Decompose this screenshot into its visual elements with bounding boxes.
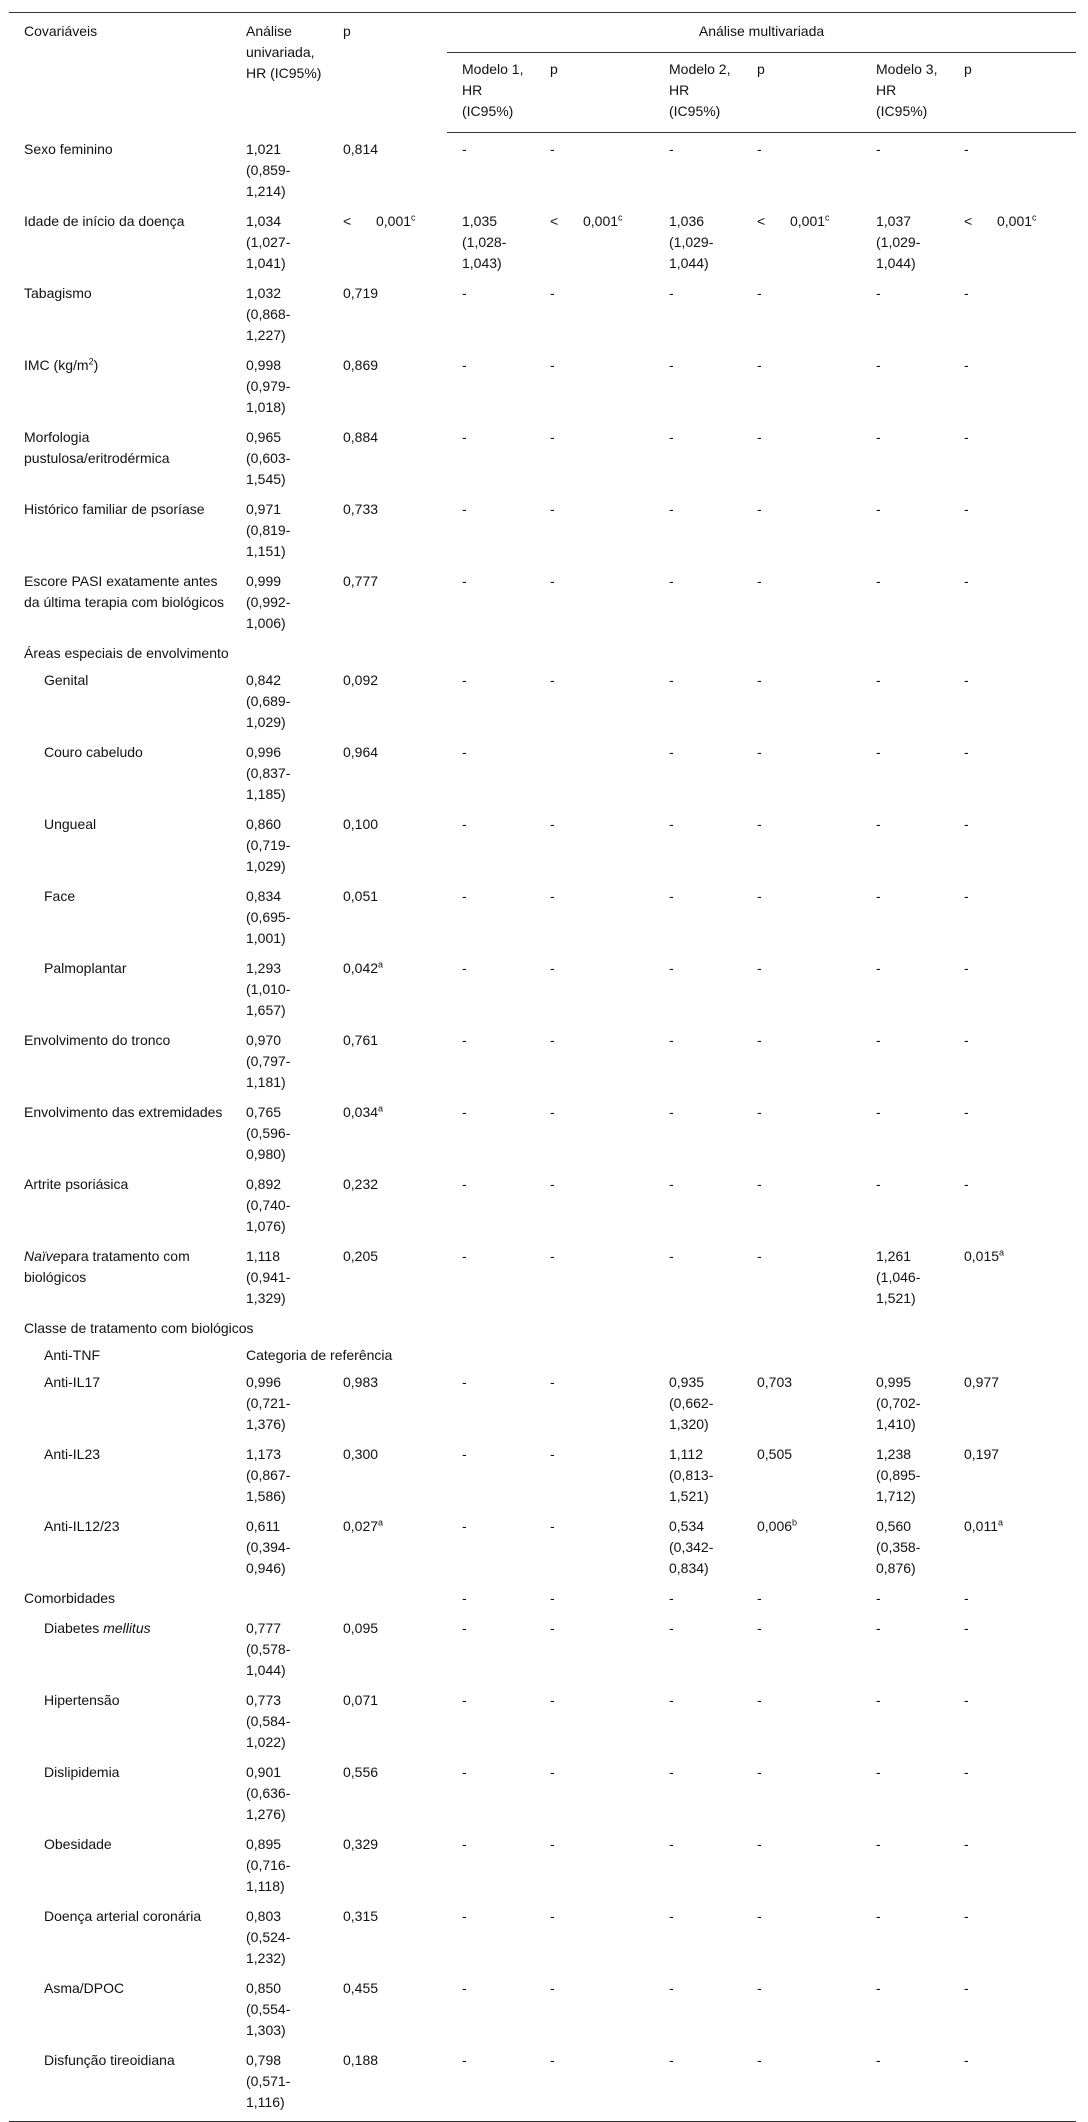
model1-p: - [550, 1589, 555, 1606]
univariate-p: 0,455 [343, 1979, 379, 1996]
model1-p: - [550, 887, 555, 904]
model3-hr: - [876, 1835, 881, 1852]
model1-p: - [550, 1619, 555, 1636]
model2-hr: - [669, 1691, 674, 1708]
model2-hr: 0,534 (0,342-0,834) [669, 1517, 714, 1576]
model1-p: - [550, 356, 555, 373]
model3-p: - [964, 959, 969, 976]
model1-p: - [550, 284, 555, 301]
table-row [9, 1366, 1076, 1438]
model1-hr: - [462, 743, 467, 760]
covariate-label: Palmoplantar [44, 959, 127, 976]
header-covariaveis: Covariáveis [9, 13, 231, 133]
model2-p: - [742, 2044, 861, 2122]
model2-p: - [757, 1103, 762, 1120]
model3-p: - [964, 1619, 969, 1636]
univariate-hr: 0,611 (0,394-0,946) [246, 1517, 291, 1576]
covariate-label: Áreas especiais de envolvimento [24, 644, 229, 661]
univariate-hr: 0,892 (0,740-1,076) [246, 1175, 291, 1234]
table-row [9, 1168, 1076, 1240]
model2-hr: - [669, 284, 674, 301]
model1-p: - [550, 959, 555, 976]
univariate-hr: 1,021 (0,859-1,214) [246, 140, 291, 199]
univariate-p: 0,315 [343, 1907, 379, 1924]
model3-hr: - [876, 1979, 881, 1996]
univariate-hr: 1,118 (0,941-1,329) [246, 1247, 291, 1306]
univariate-p: 0,100 [343, 815, 379, 832]
model3-p: - [964, 743, 969, 760]
model2-p: < 0,001$^c$ [757, 211, 830, 229]
model2-hr: - [669, 887, 674, 904]
table-row [9, 952, 1076, 1024]
table-row [9, 880, 1076, 952]
model2-hr: - [669, 500, 674, 517]
table-row [9, 1900, 1076, 1972]
table-row [9, 1972, 1076, 2044]
header-modelo1: Modelo 1, HR (IC95%) [447, 53, 535, 133]
model2-p: 0,505 [757, 1445, 793, 1462]
model2-p: - [757, 356, 762, 373]
univariate-p: 0,777 [343, 572, 379, 589]
model3-p: - [964, 141, 969, 157]
univariate-hr: 0,765 (0,596-0,980) [246, 1103, 291, 1162]
model3-hr: - [876, 743, 881, 760]
model3-hr [861, 1339, 949, 1366]
model1-p: - [550, 1373, 555, 1390]
model1-p: - [550, 1763, 555, 1780]
model1-hr: - [462, 1907, 467, 1924]
covariate-label: Idade de início da doença [24, 212, 185, 229]
model1-p: - [550, 1103, 555, 1120]
model2-hr: - [669, 572, 674, 589]
table-row [9, 1024, 1076, 1096]
model1-p: - [550, 1835, 555, 1852]
model1-p: - [550, 141, 555, 157]
table-row [9, 664, 1076, 736]
header-modelo2: Modelo 2, HR (IC95%) [654, 53, 742, 133]
model1-hr: 1,035 (1,028-1,043) [462, 212, 507, 271]
model3-hr: - [876, 671, 881, 688]
model3-hr: 0,560 (0,358-0,876) [876, 1517, 921, 1576]
model2-p: - [757, 1589, 762, 1606]
model1-p: - [550, 1691, 555, 1708]
model2-p: - [757, 1031, 762, 1048]
model3-p: - [964, 1691, 969, 1708]
model3-p: - [964, 1103, 969, 1120]
model1-p: - [550, 1247, 555, 1264]
model2-p: - [757, 572, 762, 589]
covariate-label: Hipertensão [44, 1691, 120, 1708]
model1-hr: - [462, 959, 467, 976]
univariate-p: 0,092 [343, 671, 379, 688]
univariate-p: 0,733 [343, 500, 379, 517]
model2-p: - [757, 1691, 762, 1708]
model2-hr: - [669, 141, 674, 157]
model2-hr: - [669, 356, 674, 373]
model3-p: - [964, 1835, 969, 1852]
table-row [9, 637, 1076, 664]
model3-hr: - [876, 1691, 881, 1708]
model1-hr: - [462, 1763, 467, 1780]
univariate-hr: 1,034 (1,027-1,041) [246, 212, 291, 271]
table-row [9, 205, 1076, 277]
univariate-p: 0,071 [343, 1691, 379, 1708]
model2-hr: - [669, 1979, 674, 1996]
covariate-label: Genital [44, 671, 89, 688]
model1-hr: - [462, 356, 467, 373]
univariate-hr: 1,173 (0,867-1,586) [246, 1445, 291, 1504]
model2-hr: - [669, 1619, 674, 1636]
univariate-hr: 0,996 (0,721-1,376) [246, 1373, 291, 1432]
model2-p [742, 1339, 861, 1366]
model1-hr: - [462, 1445, 467, 1462]
covariate-label: Anti-IL12/23 [44, 1517, 120, 1534]
univariate-hr: 0,860 (0,719-1,029) [246, 815, 291, 874]
table-row [9, 493, 1076, 565]
univariate-hr: 1,293 (1,010-1,657) [246, 959, 291, 1018]
table-row [9, 1438, 1076, 1510]
covariate-label: Escore PASI exatamente antes da última terapia com biológicos [24, 572, 224, 610]
model1-hr: - [462, 815, 467, 832]
model1-hr: - [462, 1175, 467, 1192]
univariate-p: 0,188 [328, 2044, 447, 2122]
model2-p: - [757, 887, 762, 904]
covariate-label: Histórico familiar de psoríase [24, 500, 205, 517]
model1-p: - [550, 1907, 555, 1924]
model1-p: - [535, 2044, 654, 2122]
model3-p: - [964, 428, 969, 445]
model2-hr: - [669, 1763, 674, 1780]
covariate-label: Classe de tratamento com biológicos [24, 1319, 254, 1336]
model1-p: - [550, 500, 555, 517]
univariate-p: 0,884 [343, 428, 379, 445]
table-row [9, 1756, 1076, 1828]
model3-hr: - [876, 1619, 881, 1636]
header-univariada: Análise univariada, HR (IC95%) [231, 13, 328, 133]
model1-hr [447, 1339, 535, 1366]
model1-hr: - [462, 1103, 467, 1120]
model2-p: - [757, 1835, 762, 1852]
univariate-hr: Categoria de referência [246, 1346, 393, 1363]
model1-hr: - [462, 1691, 467, 1708]
covariate-label: Asma/DPOC [44, 1979, 125, 1996]
model2-p: - [757, 743, 762, 760]
covariate-label: Sexo feminino [24, 140, 113, 157]
table-row [9, 277, 1076, 349]
model3-hr: - [876, 141, 881, 157]
univariate-hr: 0,998 (0,979-1,018) [246, 356, 291, 415]
univariate-p: 0,042$^a$ [343, 958, 384, 976]
model3-hr: - [876, 356, 881, 373]
univariate-p: 0,095 [343, 1619, 379, 1636]
covariate-label: Artrite psoriásica [24, 1175, 129, 1192]
model3-p: - [964, 1763, 969, 1780]
model3-hr: 1,037 (1,029-1,044) [876, 212, 921, 271]
univariate-p: 0,027$^a$ [343, 1516, 384, 1534]
covariate-label: Obesidade [44, 1835, 112, 1852]
univariate-p: 0,329 [343, 1835, 379, 1852]
covariate-label: Envolvimento do tronco [24, 1031, 171, 1048]
univariate-p: 0,205 [343, 1247, 379, 1264]
covariate-label: Naïvepara tratamento com biológicos [24, 1247, 190, 1285]
model2-hr: - [669, 671, 674, 688]
model1-p [535, 736, 654, 808]
model3-hr: - [876, 284, 881, 301]
model2-p: - [757, 1619, 762, 1636]
table-row [9, 1612, 1076, 1684]
model1-hr: - [462, 671, 467, 688]
covariate-label: Envolvimento das extremidades [24, 1103, 223, 1120]
table-row [9, 1828, 1076, 1900]
model2-p: - [757, 671, 762, 688]
model2-p: - [757, 1175, 762, 1192]
model3-hr: 1,261 (1,046-1,521) [876, 1247, 921, 1306]
results-table [9, 12, 1076, 2122]
model3-hr: - [861, 2044, 949, 2122]
model1-hr: - [462, 1619, 467, 1636]
model3-hr: - [876, 1103, 881, 1120]
model2-hr: 0,935 (0,662-1,320) [669, 1373, 714, 1432]
model3-p: - [964, 500, 969, 517]
model3-p: - [964, 1175, 969, 1192]
table-row [9, 1684, 1076, 1756]
header-multivariada: Análise multivariada [447, 13, 1076, 53]
model2-p: - [757, 1979, 762, 1996]
model3-p: < 0,001$^c$ [964, 211, 1037, 229]
model1-hr: - [462, 1247, 467, 1264]
model1-p: - [550, 815, 555, 832]
model3-hr: - [876, 1175, 881, 1192]
model2-p: - [757, 1763, 762, 1780]
model1-hr: - [462, 1979, 467, 1996]
univariate-hr: 0,971 (0,819-1,151) [246, 500, 291, 559]
model1-hr: - [462, 284, 467, 301]
univariate-p: 0,232 [343, 1175, 379, 1192]
model2-hr: - [669, 1103, 674, 1120]
model1-p: < 0,001$^c$ [550, 211, 623, 229]
model1-hr: - [447, 2044, 535, 2122]
model1-p: - [550, 671, 555, 688]
covariate-label: Tabagismo [24, 284, 92, 301]
covariate-label: Dislipidemia [44, 1763, 120, 1780]
table-row [9, 808, 1076, 880]
model2-hr: 1,112 (0,813-1,521) [669, 1445, 714, 1504]
model3-hr: 1,238 (0,895-1,712) [876, 1445, 921, 1504]
univariate-p: 0,034$^a$ [343, 1102, 384, 1120]
model3-p: 0,197 [964, 1445, 1000, 1462]
covariate-label: Comorbidades [24, 1589, 116, 1606]
model2-p: - [757, 284, 762, 301]
model1-p: - [550, 1031, 555, 1048]
covariate-label: Anti-TNF [44, 1346, 100, 1363]
univariate-hr: 0,803 (0,524-1,232) [246, 1907, 291, 1966]
model3-hr: - [876, 887, 881, 904]
covariate-label: Disfunção tireoidiana [9, 2044, 231, 2122]
model2-hr: - [669, 1589, 674, 1606]
univariate-hr: 0,777 (0,578-1,044) [246, 1619, 291, 1678]
univariate-hr: 0,850 (0,554-1,303) [246, 1979, 291, 2038]
table-row [9, 1339, 1076, 1366]
univariate-p [328, 1582, 447, 1612]
model3-p: 0,011$^a$ [964, 1516, 1004, 1534]
model2-p: - [757, 815, 762, 832]
model1-hr: - [462, 1517, 467, 1534]
model2-p: 0,006$^b$ [757, 1516, 798, 1534]
model3-p: 0,015$^a$ [964, 1246, 1005, 1264]
model3-p: - [964, 1979, 969, 1996]
univariate-hr: 0,970 (0,797-1,181) [246, 1031, 291, 1090]
model1-hr: - [462, 887, 467, 904]
model1-p: - [550, 1445, 555, 1462]
model2-hr: - [669, 1247, 674, 1264]
model3-p: - [964, 1907, 969, 1924]
univariate-p: 0,051 [343, 887, 379, 904]
model3-p: 0,977 [964, 1373, 1000, 1390]
model2-hr: - [669, 959, 674, 976]
table-body [9, 133, 1076, 2122]
model2-hr: - [669, 1031, 674, 1048]
model1-p [535, 1339, 654, 1366]
model3-p: - [964, 815, 969, 832]
model3-p: - [964, 284, 969, 301]
model3-p [949, 1339, 1076, 1366]
model2-hr: - [669, 1175, 674, 1192]
model2-p: - [757, 141, 762, 157]
model1-p: - [550, 1517, 555, 1534]
header-row-1 [9, 13, 1076, 53]
model1-p: - [550, 1175, 555, 1192]
univariate-hr: 0,834 (0,695-1,001) [246, 887, 291, 946]
model3-hr: - [876, 1031, 881, 1048]
header-p: p [328, 13, 447, 133]
univariate-hr: 0,798 (0,571-1,116) [231, 2044, 328, 2122]
univariate-hr: 1,032 (0,868-1,227) [246, 284, 291, 343]
covariate-label: Face [44, 887, 76, 904]
table-row [9, 1096, 1076, 1168]
table-row [9, 1240, 1076, 1312]
univariate-hr: 0,999 (0,992-1,006) [246, 572, 291, 631]
model1-hr: - [462, 572, 467, 589]
covariate-label: IMC $(kg/m^2)$ [24, 355, 99, 373]
univariate-hr: 0,965 (0,603-1,545) [246, 428, 291, 487]
covariate-label: Anti-IL17 [44, 1373, 101, 1390]
model3-hr: - [876, 815, 881, 832]
model1-p: - [550, 572, 555, 589]
covariate-label: Doença arterial coronária [44, 1907, 202, 1924]
table-row [9, 421, 1076, 493]
header-modelo2-p: p [742, 53, 861, 133]
model1-p: - [550, 428, 555, 445]
univariate-p: 0,814 [343, 140, 379, 157]
covariate-label: Couro cabeludo [44, 743, 143, 760]
model3-hr: - [876, 572, 881, 589]
model1-p: - [550, 1979, 555, 1996]
model2-hr: 1,036 (1,029-1,044) [669, 212, 714, 271]
table-row [9, 349, 1076, 421]
table-row [9, 133, 1076, 205]
model3-p: - [964, 1589, 969, 1606]
model3-hr: - [876, 1589, 881, 1606]
univariate-hr: 0,901 (0,636-1,276) [246, 1763, 291, 1822]
model3-p: - [964, 356, 969, 373]
model2-hr: - [669, 428, 674, 445]
model2-hr: - [654, 2044, 742, 2122]
model3-p: - [949, 2044, 1076, 2122]
model2-p: - [757, 500, 762, 517]
univariate-hr: 0,895 (0,716-1,118) [246, 1835, 291, 1894]
model2-p: 0,703 [757, 1373, 793, 1390]
univariate-p: < 0,001$^c$ [343, 211, 416, 229]
model1-hr: - [462, 500, 467, 517]
univariate-p: 0,556 [343, 1763, 379, 1780]
univariate-p: 0,964 [343, 743, 379, 760]
model3-hr: - [876, 500, 881, 517]
model2-hr: - [669, 743, 674, 760]
header-modelo1-p: p [535, 53, 654, 133]
model3-p: - [964, 572, 969, 589]
covariate-label: Ungueal [44, 815, 97, 832]
univariate-hr: 0,842 (0,689-1,029) [246, 671, 291, 730]
univariate-p: 0,719 [343, 284, 379, 301]
univariate-hr [231, 1582, 328, 1612]
model2-hr: - [669, 1835, 674, 1852]
model1-hr: - [462, 1835, 467, 1852]
model3-hr: 0,995 (0,702-1,410) [876, 1373, 921, 1432]
model3-hr: - [876, 1907, 881, 1924]
model1-hr: - [462, 428, 467, 445]
covariate-label: Anti-IL23 [44, 1445, 101, 1462]
model2-hr [654, 1339, 742, 1366]
univariate-p: 0,869 [343, 356, 379, 373]
header-modelo3: Modelo 3, HR (IC95%) [861, 53, 949, 133]
model3-p: - [964, 1031, 969, 1048]
model2-hr: - [669, 815, 674, 832]
table-row [9, 1312, 1076, 1339]
table-row [9, 565, 1076, 637]
table-row [9, 1582, 1076, 1612]
model2-hr: - [669, 1907, 674, 1924]
model3-p: - [964, 671, 969, 688]
covariate-label: Diabetes mellitus [44, 1619, 151, 1636]
univariate-hr: 0,773 (0,584-1,022) [246, 1691, 291, 1750]
model3-hr: - [876, 428, 881, 445]
univariate-p: 0,761 [343, 1031, 379, 1048]
table-row [9, 2044, 1076, 2122]
table-row [9, 1510, 1076, 1582]
model2-p: - [757, 428, 762, 445]
univariate-hr: 0,996 (0,837-1,185) [246, 743, 291, 802]
model3-p: - [964, 887, 969, 904]
univariate-p: 0,983 [343, 1373, 379, 1390]
covariate-label: Morfologia pustulosa/eritrodérmica [24, 428, 170, 466]
model3-hr: - [876, 959, 881, 976]
model3-hr: - [876, 1763, 881, 1780]
model1-hr: - [462, 141, 467, 157]
header-modelo3-p: p [949, 53, 1076, 133]
univariate-p: 0,300 [343, 1445, 379, 1462]
model1-hr: - [462, 1031, 467, 1048]
model2-p: - [757, 1907, 762, 1924]
model1-hr: - [462, 1589, 467, 1606]
model2-p: - [757, 1247, 762, 1264]
model2-p: - [757, 959, 762, 976]
model1-hr: - [462, 1373, 467, 1390]
table-row [9, 736, 1076, 808]
